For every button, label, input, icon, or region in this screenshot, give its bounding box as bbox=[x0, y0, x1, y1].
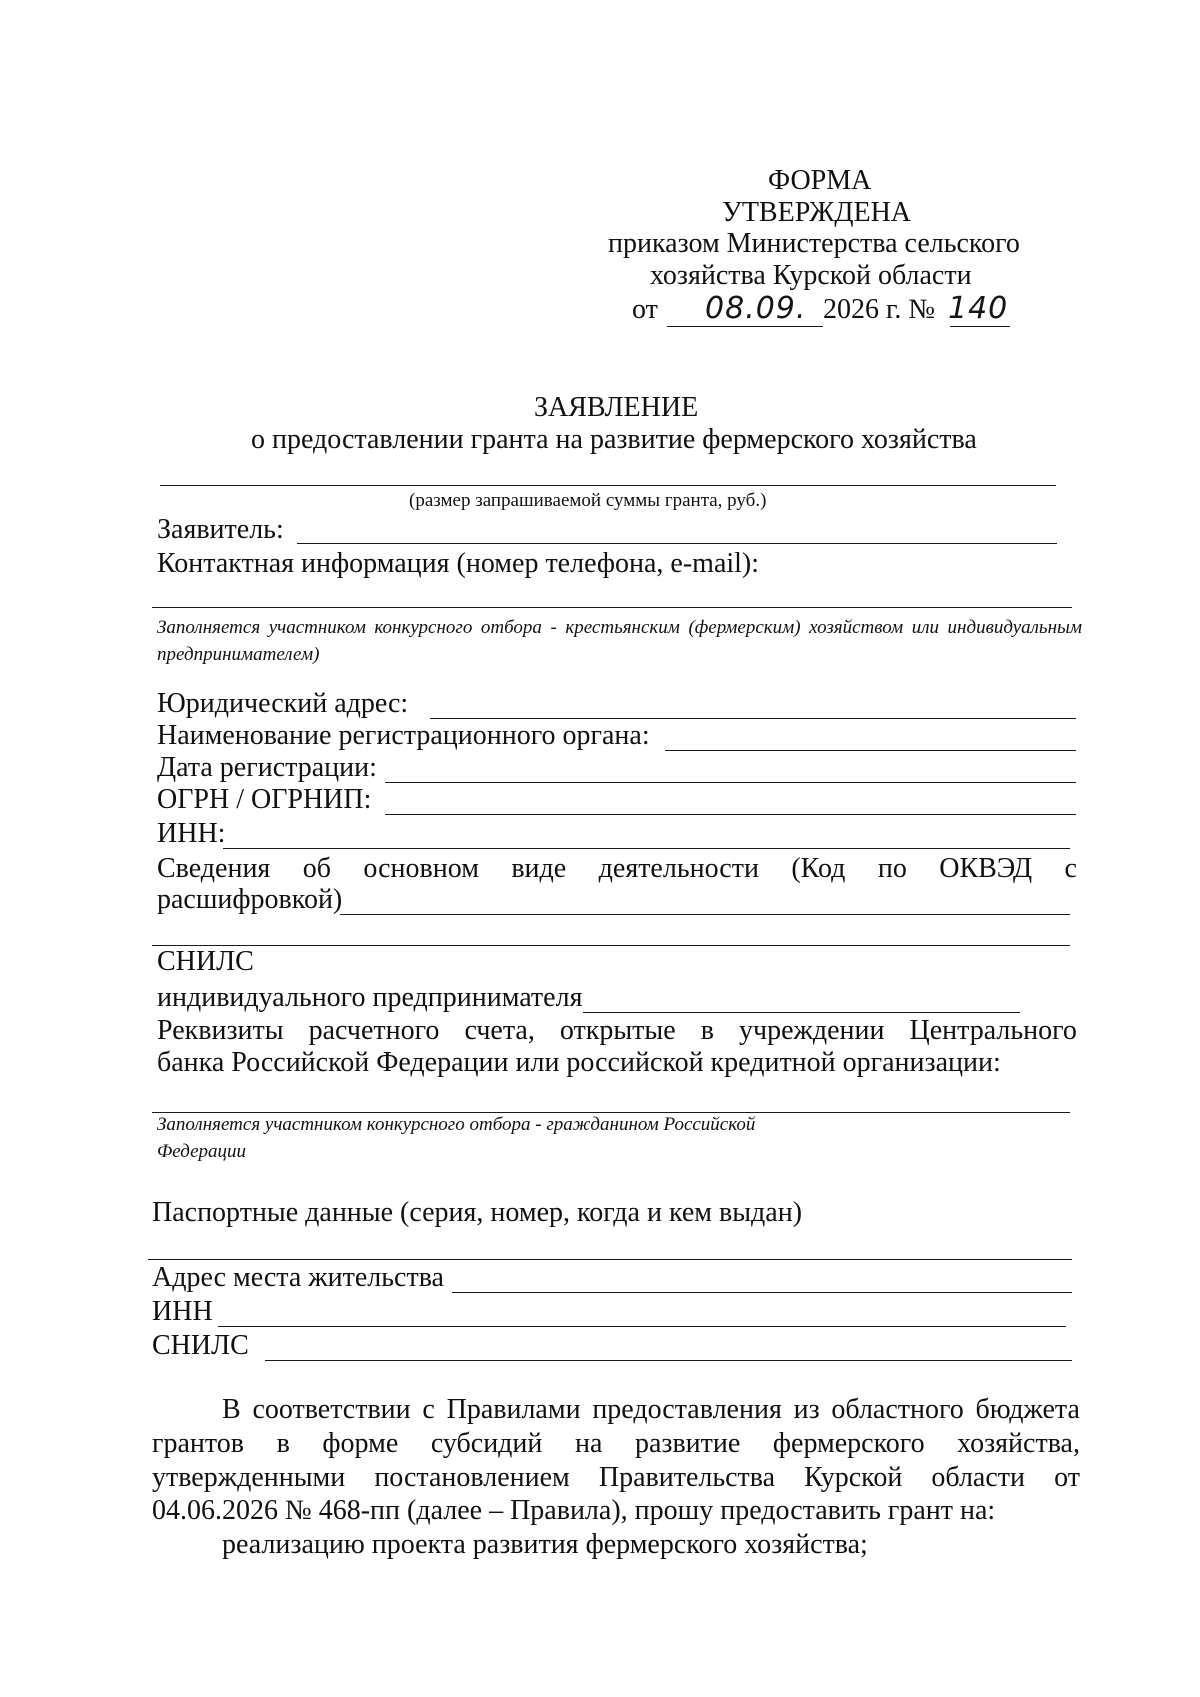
word: форме bbox=[322, 1428, 399, 1459]
citizen-snils-label: СНИЛС bbox=[152, 1330, 249, 1361]
activity-extra-line bbox=[152, 945, 1070, 946]
document-subtitle: о предоставлении гранта на развитие фермерского хозяйства bbox=[251, 424, 977, 455]
applicant-label: Заявитель: bbox=[157, 514, 284, 545]
citizen-section-note-line2: Федерации bbox=[157, 1141, 247, 1162]
word: в bbox=[276, 1428, 290, 1459]
word: В bbox=[222, 1394, 241, 1425]
legal-address-label: Юридический адрес: bbox=[157, 688, 409, 719]
amount-line bbox=[160, 485, 1056, 486]
date-from-label: от bbox=[632, 294, 658, 325]
word: утвержденными bbox=[152, 1462, 346, 1493]
word: ОКВЭД bbox=[939, 853, 1033, 884]
word: субсидий bbox=[430, 1428, 543, 1459]
word: на bbox=[574, 1428, 603, 1459]
word: деятельности bbox=[598, 853, 759, 884]
handwritten-number: 140 bbox=[948, 291, 1009, 326]
word: Правительства bbox=[598, 1462, 776, 1493]
activity-label-line2: расшифровкой) bbox=[157, 884, 343, 915]
registration-body-line bbox=[665, 750, 1076, 751]
ministry-line: хозяйства Курской области bbox=[650, 260, 972, 291]
word: Реквизиты bbox=[157, 1015, 284, 1046]
word: с bbox=[422, 1394, 435, 1425]
word: счета, bbox=[464, 1015, 535, 1046]
word: об bbox=[302, 853, 331, 884]
activity-line bbox=[340, 914, 1070, 915]
contact-line bbox=[152, 607, 1072, 608]
snils-entrepreneur-line bbox=[583, 1012, 1020, 1013]
passport-label: Паспортные данные (серия, номер, когда и кем выдан) bbox=[152, 1197, 803, 1228]
ogrn-line bbox=[385, 814, 1076, 815]
word: в bbox=[700, 1015, 714, 1046]
word: постановлением bbox=[374, 1462, 570, 1493]
bank-details-label-line2: банка Российской Федерации или российской кредитной организации: bbox=[157, 1047, 1001, 1078]
word: с bbox=[1064, 853, 1077, 884]
word: фермерского bbox=[772, 1428, 925, 1459]
body-paragraph-line3 bbox=[152, 1462, 1080, 1494]
word: учреждении bbox=[738, 1015, 885, 1046]
year-number-label: 2026 г. № bbox=[823, 294, 936, 325]
citizen-inn-line bbox=[218, 1326, 1066, 1327]
word: расчетного bbox=[308, 1015, 440, 1046]
word: (Код bbox=[791, 853, 846, 884]
snils-entrepreneur-label-line2: индивидуального предпринимателя bbox=[157, 982, 583, 1013]
handwritten-date: 08.09. bbox=[705, 291, 807, 326]
registration-date-line bbox=[385, 782, 1076, 783]
approved-label: УТВЕРЖДЕНА bbox=[722, 197, 912, 228]
applicant-line bbox=[297, 543, 1057, 544]
word: Сведения bbox=[157, 853, 271, 884]
registration-body-label: Наименование регистрационного органа: bbox=[157, 720, 650, 751]
word: от bbox=[1054, 1462, 1080, 1493]
bank-details-label bbox=[157, 1015, 1077, 1047]
body-paragraph-line2 bbox=[152, 1428, 1080, 1460]
word: грантов bbox=[152, 1428, 244, 1459]
farm-section-note-text: Заполняется участником конкурсного отбора - крестьянским (фермерским) хозяйством или индивидуальным предпринимателем) bbox=[157, 617, 1082, 665]
citizen-snils-line bbox=[265, 1360, 1072, 1361]
word: бюджета bbox=[975, 1394, 1080, 1425]
farm-section-note bbox=[157, 614, 1082, 668]
word: соответствии bbox=[252, 1394, 411, 1425]
amount-caption: (размер запрашиваемой суммы гранта, руб.) bbox=[409, 490, 767, 511]
word: из bbox=[793, 1394, 820, 1425]
legal-address-line bbox=[430, 718, 1076, 719]
residence-label: Адрес места жительства bbox=[152, 1262, 444, 1293]
word: областного bbox=[831, 1394, 964, 1425]
ogrn-label: ОГРН / ОГРНИП: bbox=[157, 784, 372, 815]
registration-date-label: Дата регистрации: bbox=[157, 752, 377, 783]
body-paragraph-line1 bbox=[222, 1394, 1080, 1426]
word: предоставления bbox=[592, 1394, 782, 1425]
document-title: ЗАЯВЛЕНИЕ bbox=[534, 392, 699, 423]
inn-label: ИНН: bbox=[157, 818, 226, 849]
order-line: приказом Министерства сельского bbox=[608, 228, 1020, 259]
word: развитие bbox=[634, 1428, 741, 1459]
form-label: ФОРМА bbox=[768, 165, 872, 196]
body-paragraph-line4: 04.06.2026 № 468-пп (далее – Правила), прошу предоставить грант на: bbox=[152, 1495, 996, 1526]
contact-label: Контактная информация (номер телефона, e-mail): bbox=[157, 548, 760, 579]
bank-details-line bbox=[152, 1112, 1070, 1113]
activity-label bbox=[157, 853, 1077, 885]
word: виде bbox=[511, 853, 567, 884]
number-underline bbox=[950, 326, 1010, 327]
word: Правилами bbox=[446, 1394, 581, 1425]
word: области bbox=[931, 1462, 1025, 1493]
word: основном bbox=[363, 853, 479, 884]
word: по bbox=[877, 853, 907, 884]
citizen-inn-label: ИНН bbox=[152, 1296, 213, 1327]
residence-line bbox=[452, 1292, 1072, 1293]
inn-line bbox=[223, 848, 1070, 849]
snils-entrepreneur-label: СНИЛС bbox=[157, 946, 254, 977]
word: открытые bbox=[559, 1015, 676, 1046]
word: Курской bbox=[804, 1462, 903, 1493]
body-paragraph-2: реализацию проекта развития фермерского хозяйства; bbox=[222, 1529, 868, 1560]
date-underline bbox=[667, 326, 823, 327]
citizen-section-note: Заполняется участником конкурсного отбора - гражданином Российской bbox=[157, 1114, 756, 1135]
word: Центрального bbox=[909, 1015, 1077, 1046]
word: хозяйства, bbox=[957, 1428, 1080, 1459]
passport-line bbox=[148, 1259, 1072, 1260]
